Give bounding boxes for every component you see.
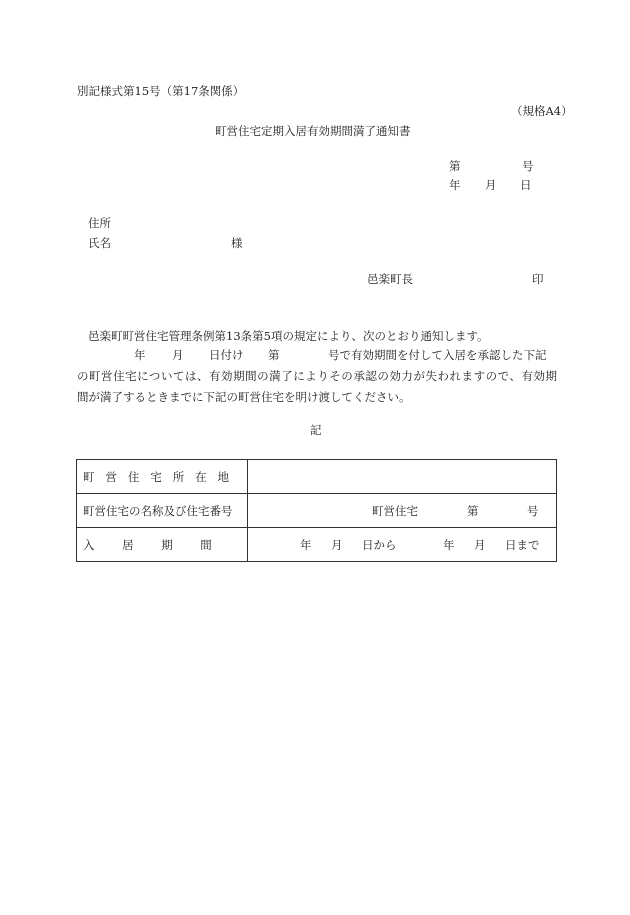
body-line-3: の町営住宅については、有効期間の満了によりその承認の効力が失われますので、有効期 — [77, 369, 557, 383]
number-dai: 第 — [449, 159, 461, 173]
table-row — [77, 460, 557, 494]
form-reference: 別記様式第15号（第17条関係） — [77, 84, 245, 98]
period-to-month: 月 — [474, 537, 486, 552]
number-go: 号 — [522, 159, 534, 173]
period-to-year: 年 — [443, 537, 455, 552]
date-month: 月 — [485, 178, 497, 192]
honorific-sama: 様 — [231, 236, 243, 250]
document-title: 町営住宅定期入居有効期間満了通知書 — [215, 124, 411, 138]
period-from-day: 日から — [362, 537, 397, 552]
table-row — [77, 528, 557, 562]
body-line-4: 間が満了するときまでに下記の町営住宅を明け渡してください。 — [77, 390, 411, 404]
sender-title: 邑楽町長 — [367, 272, 413, 286]
body-line2-rest: 号で有効期間を付して入居を承認した下記 — [328, 348, 547, 362]
address-label: 住所 — [88, 216, 111, 230]
housing-dai: 第 — [467, 503, 479, 518]
detail-table — [76, 459, 557, 562]
body-line2-year: 年 — [134, 348, 146, 362]
housing-name-value-cell — [248, 494, 557, 528]
residence-period-label-cell — [77, 528, 248, 562]
housing-type: 町営住宅 — [372, 503, 418, 518]
location-label-cell — [77, 460, 248, 494]
date-year: 年 — [449, 178, 461, 192]
table-row — [77, 494, 557, 528]
ki-heading: 記 — [310, 423, 322, 437]
residence-period-label: 入居期間 — [83, 537, 240, 552]
housing-name-label: 町営住宅の名称及び住宅番号 — [83, 503, 233, 518]
housing-go: 号 — [527, 503, 539, 518]
paper-size-note: （規格A4） — [511, 104, 573, 118]
date-day: 日 — [520, 178, 532, 192]
housing-name-label-cell — [77, 494, 248, 528]
body-lines-3-4 — [77, 366, 557, 408]
period-from-year: 年 — [300, 537, 312, 552]
location-label: 町営住宅所在地 — [83, 469, 240, 484]
body-line2-dai: 第 — [268, 348, 280, 362]
residence-period-value-cell — [248, 528, 557, 562]
body-line-1: 邑楽町町営住宅管理条例第13条第5項の規定により、次のとおり通知します。 — [88, 329, 489, 343]
body-line2-month: 月 — [172, 348, 184, 362]
seal-mark: 印 — [532, 272, 544, 286]
body-line2-day: 日付け — [209, 348, 244, 362]
name-label: 氏名 — [88, 236, 111, 250]
period-to-day: 日まで — [505, 537, 540, 552]
location-value-cell — [248, 460, 557, 494]
period-from-month: 月 — [331, 537, 343, 552]
